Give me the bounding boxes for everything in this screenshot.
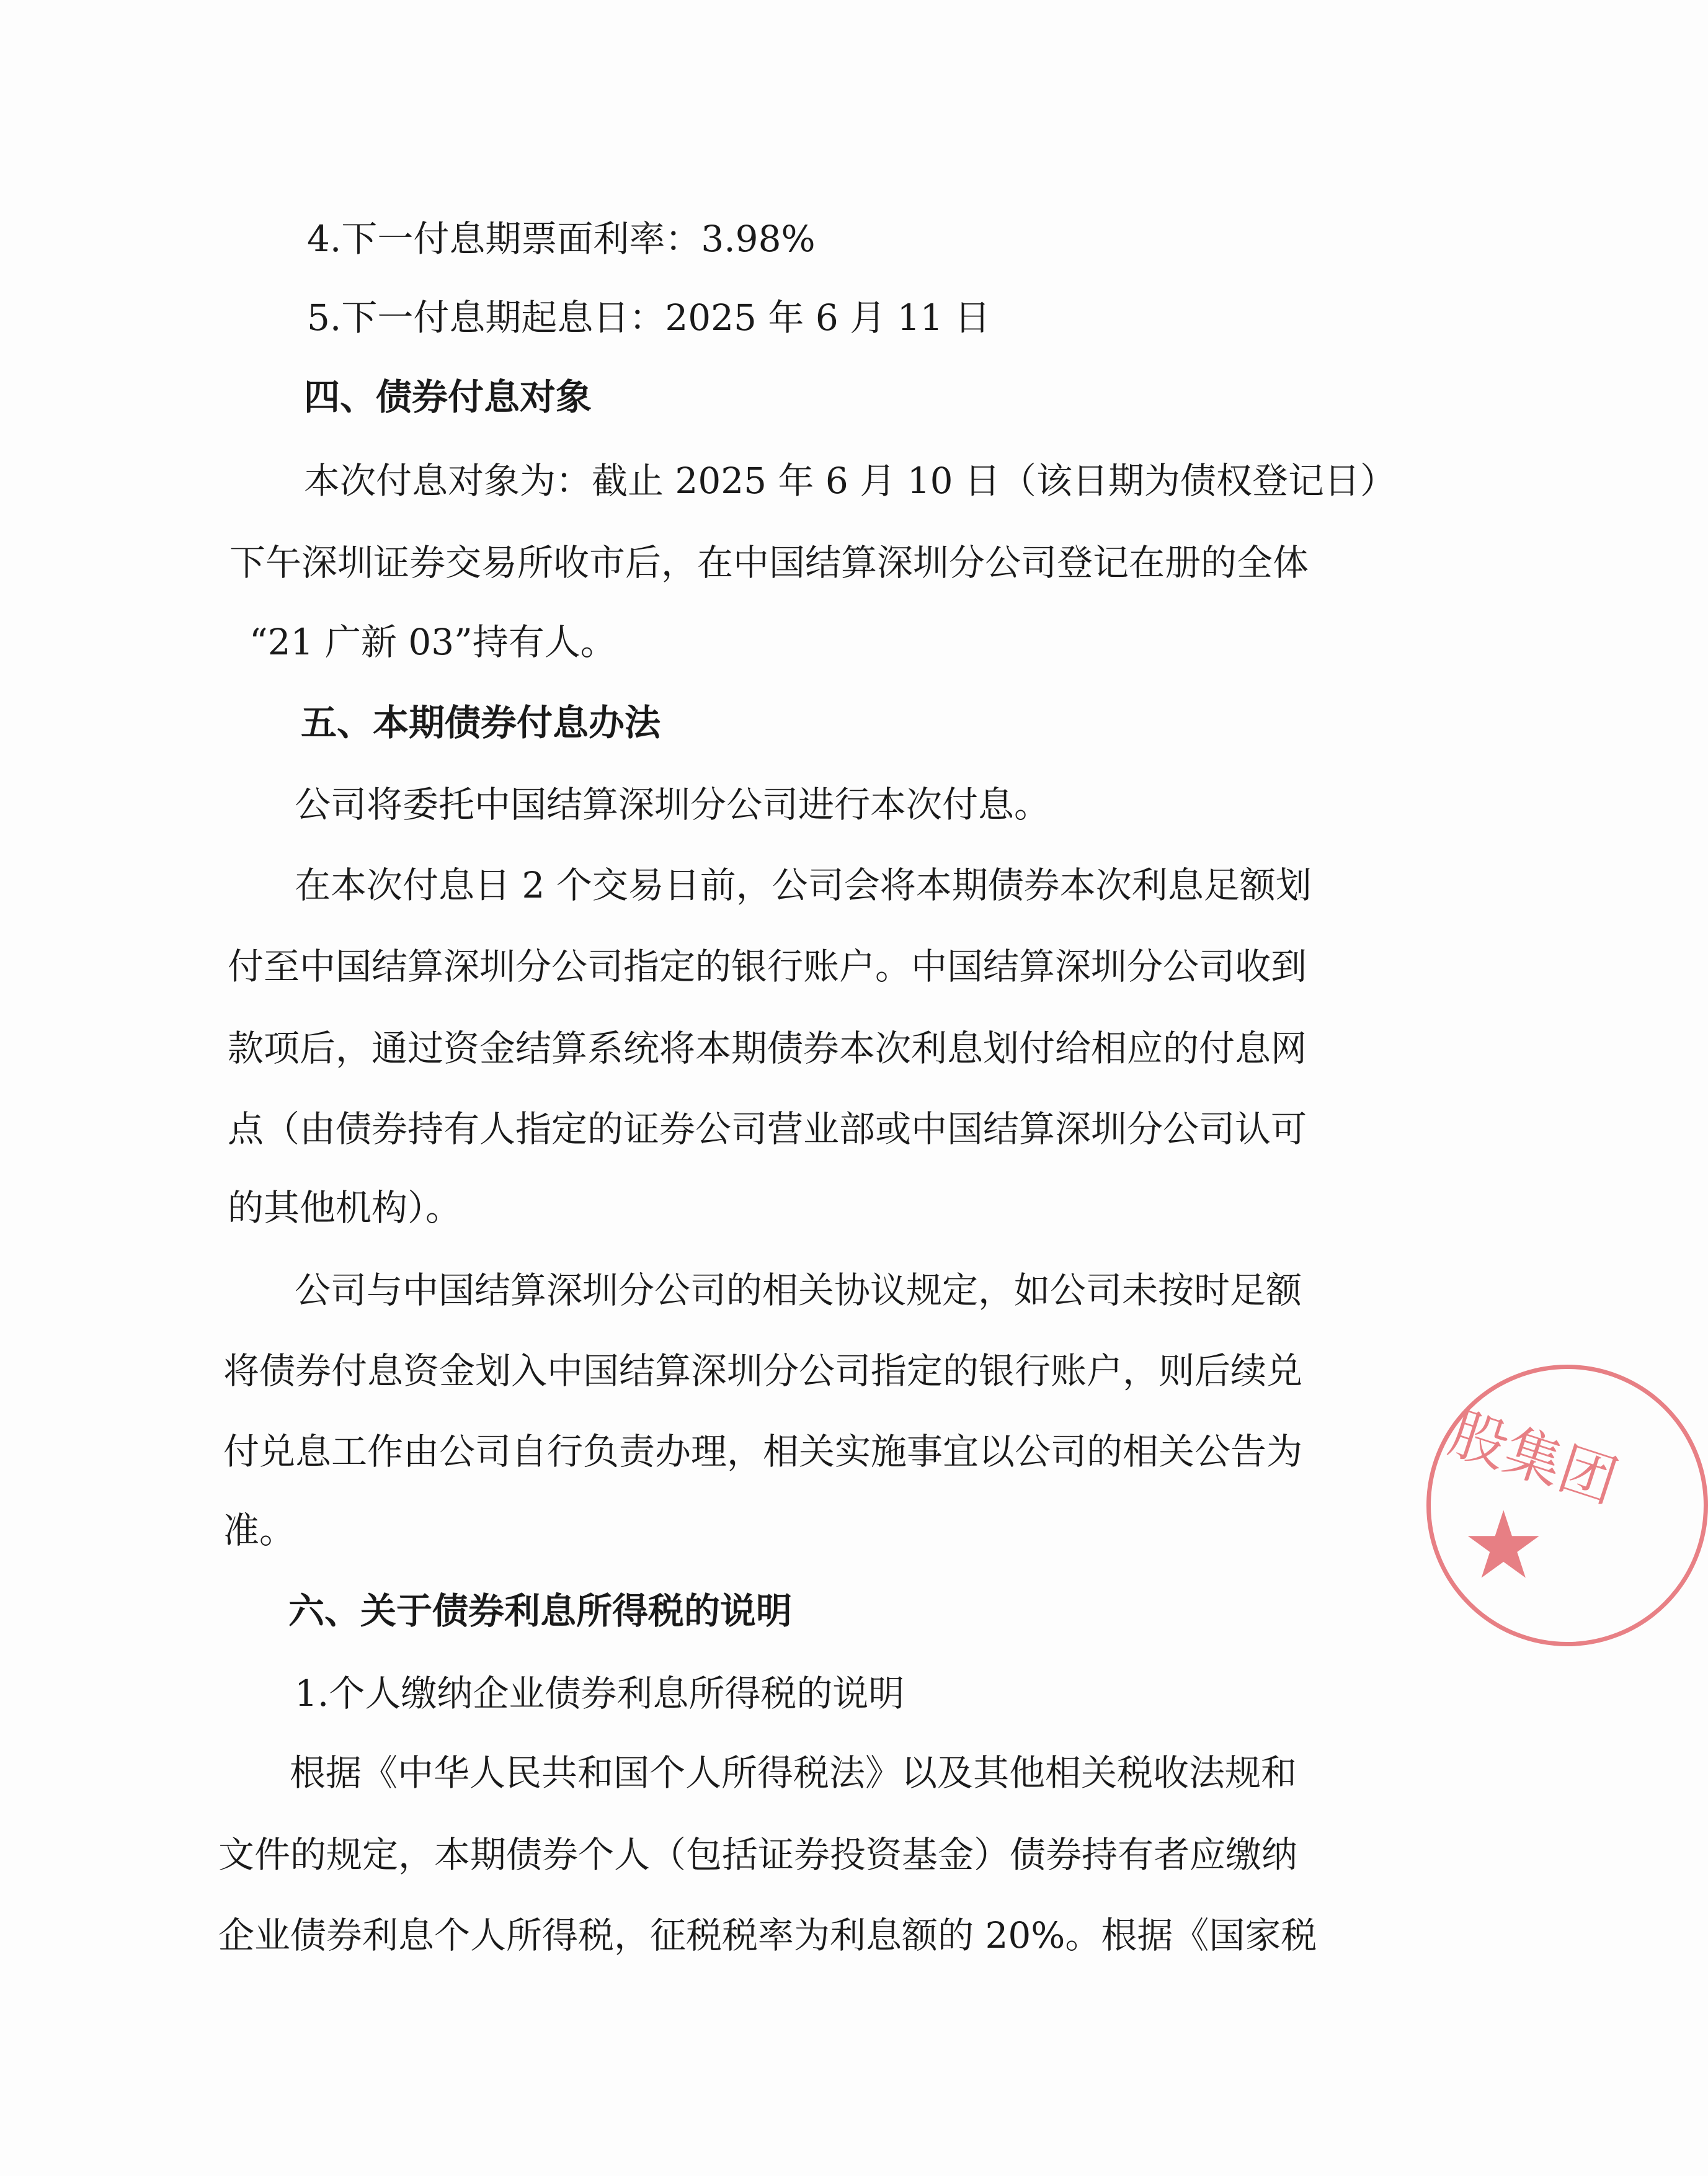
paragraph-line: 1.个人缴纳企业债券利息所得税的说明: [295, 1672, 905, 1714]
start-date-line: 5.下一付息期起息日：2025 年 6 月 11 日: [307, 297, 990, 339]
paragraph-line: 本次付息对象为：截止 2025 年 6 月 10 日（该日期为债权登记日）: [304, 460, 1396, 502]
section-heading-4: 四、债券付息对象: [304, 376, 592, 418]
paragraph-line: 付兑息工作由公司自行负责办理，相关实施事宜以公司的相关公告为: [223, 1430, 1303, 1473]
section-heading-6: 六、关于债券利息所得税的说明: [288, 1590, 793, 1632]
paragraph-line: 的其他机构）。: [228, 1187, 462, 1229]
company-seal: [1426, 1365, 1708, 1646]
paragraph-line: 点（由债券持有人指定的证券公司营业部或中国结算深圳分公司认可: [228, 1108, 1307, 1150]
paragraph-line: 公司与中国结算深圳分公司的相关协议规定，如公司未按时足额: [295, 1269, 1302, 1311]
paragraph-line: 公司将委托中国结算深圳分公司进行本次付息。: [295, 783, 1051, 826]
paragraph-line: 下午深圳证券交易所收市后，在中国结算深圳分公司登记在册的全体: [229, 542, 1309, 584]
star-icon: ★: [1462, 1492, 1546, 1600]
rate-line: 4.下一付息期票面利率：3.98%: [307, 218, 816, 260]
paragraph-line: 根据《中华人民共和国个人所得税法》以及其他相关税收法规和: [290, 1752, 1297, 1794]
paragraph-line: 企业债券利息个人所得税，征税税率为利息额的 20%。根据《国家税: [218, 1914, 1317, 1956]
paragraph-line: 款项后，通过资金结算系统将本期债券本次利息划付给相应的付息网: [228, 1027, 1307, 1069]
paragraph-line: 付至中国结算深圳分公司指定的银行账户。中国结算深圳分公司收到: [228, 945, 1307, 988]
section-heading-5: 五、本期债券付息办法: [301, 702, 661, 744]
paragraph-line: “21 广新 03”持有人。: [249, 621, 616, 663]
paragraph-line: 文件的规定，本期债券个人（包括证券投资基金）债券持有者应缴纳: [218, 1834, 1298, 1876]
paragraph-line: 在本次付息日 2 个交易日前，公司会将本期债券本次利息足额划: [295, 864, 1312, 906]
paragraph-line: 将债券付息资金划入中国结算深圳分公司指定的银行账户，则后续兑: [223, 1350, 1303, 1392]
seal-text: 股集团: [1441, 1399, 1626, 1516]
paragraph-line: 准。: [223, 1509, 296, 1551]
